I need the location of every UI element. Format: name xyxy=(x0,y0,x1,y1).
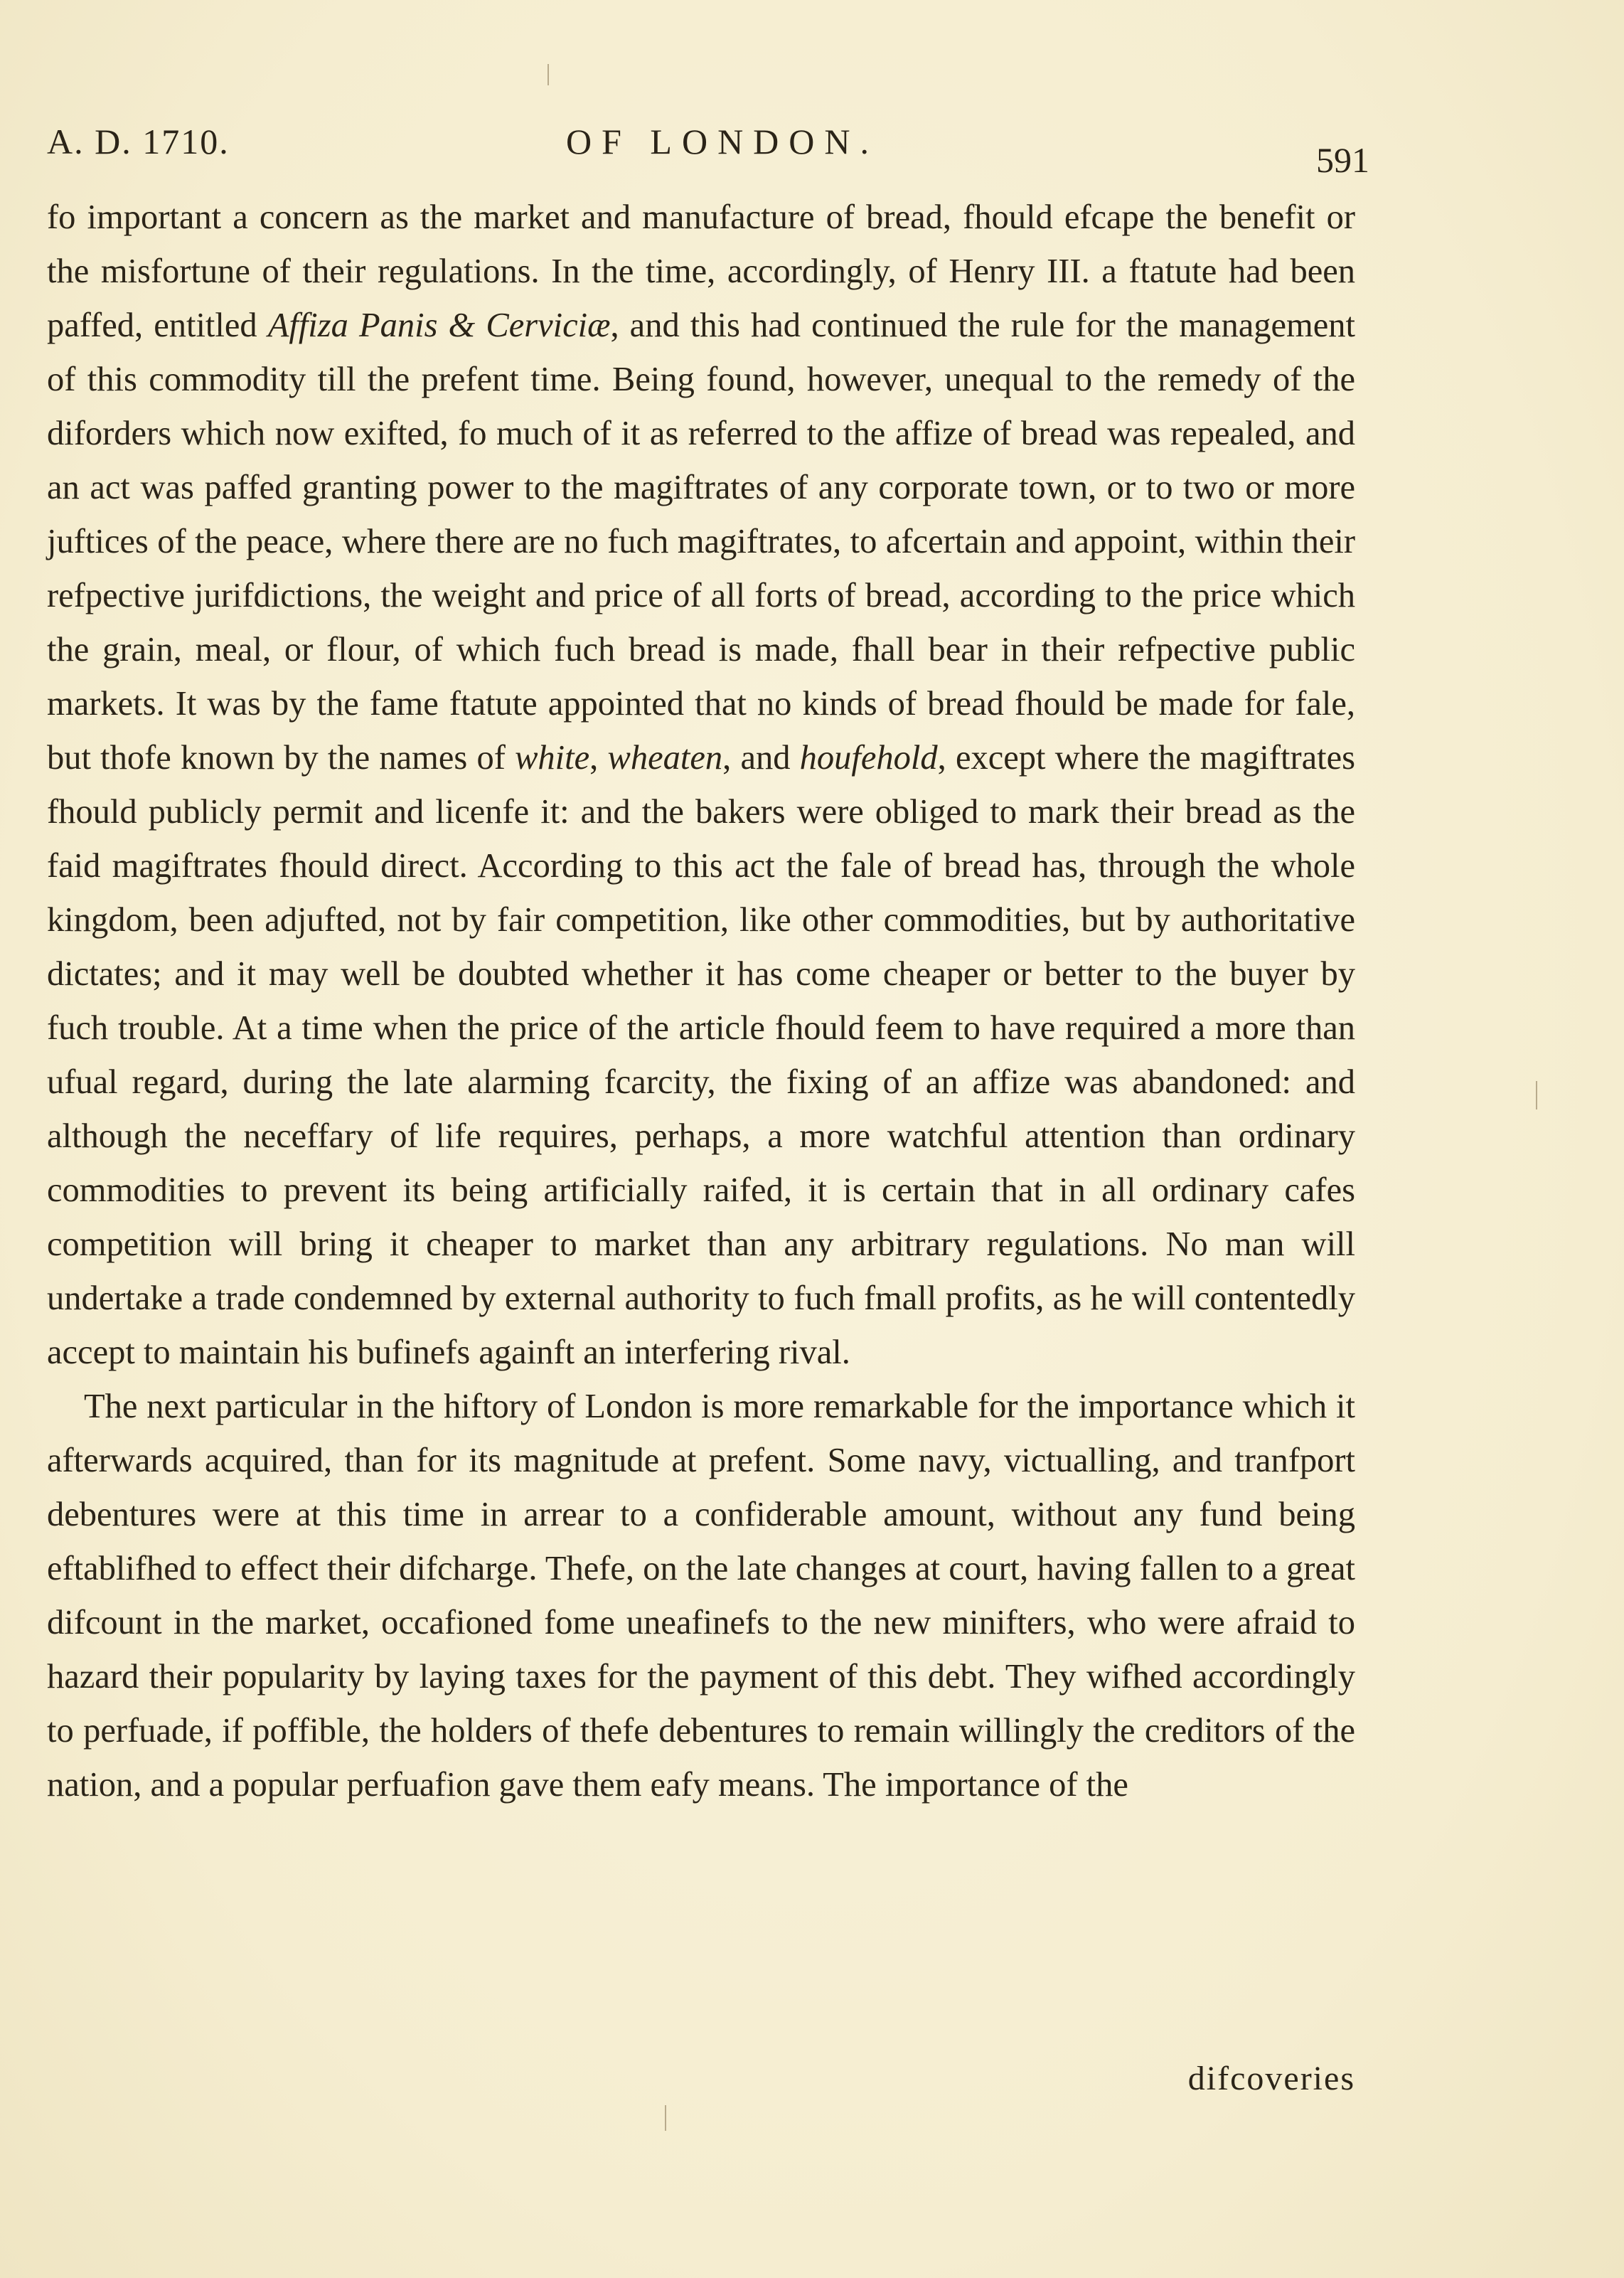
italic-latin-title: Affiza Panis & Cerviciæ xyxy=(267,307,611,344)
header-title: OF LONDON. xyxy=(566,122,879,161)
margin-mark xyxy=(665,2105,666,2131)
paragraph-1: fo important a concern as the market and manufacture of bread, fhould efcape the benefit or the misfortune of their regulations. In the time, accordingly, of Henry III. a ftatute had been paffed, entitled Affiza Panis & Cerviciæ, and this had continued the rule for the management of this commodity till the prefent time. Being found, however, unequal to the remedy of the diforders which now exifted, fo much of it as referred to the affize of bread was repealed, and an act was paffed granting power to the magiftrates of any corporate town, or to two or more juftices of the peace, where there are no fuch magiftrates, to afcertain and appoint, within their refpective jurifdictions, the weight and price of all forts of bread, according to the price which the grain, meal, or flour, of which fuch bread is made, fhall bear in their refpective public markets. It was by the fame ftatute appointed that no kinds of bread fhould be made for fale, but thofe known by the names of white, wheaten, and houfehold, except where the magiftrates fhould publicly permit and licenfe it: and the bakers were obliged to mark their bread as the faid magiftrates fhould direct. According to this act the fale of bread has, through the whole kingdom, been adjufted, not by fair competition, like other commodities, but by authoritative dictates; and it may well be doubted whether it has come cheaper or better to the buyer by fuch trouble. At a time when the price of the article fhould feem to have required a more than ufual regard, during the late alarming fcarcity, the fixing of an affize was abandoned: and although the neceffary of life requires, perhaps, a more watchful attention than ordinary commodities to prevent its being artificially raifed, it is certain that in all ordinary cafes competition will bring it cheaper to market than any arbitrary regulations. No man will undertake a trade condemned by external authority to fuch fmall profits, as he will contentedly accept to maintain his bufinefs againft an interfering rival. xyxy=(47,198,1355,1371)
italic-wheaten: wheaten xyxy=(607,739,723,777)
italic-white: white xyxy=(515,739,590,777)
margin-mark xyxy=(1536,1081,1537,1109)
catchword: difcoveries xyxy=(1187,2060,1355,2097)
paragraph-2: The next particular in the hiftory of London is more remarkable for the importance which it afterwards acquired, than for its magnitude at prefent. Some navy, victualling, and tranfport debentures were at this time in arrear to a confiderable amount, without any fund being eftablifhed to effect their difcharge. Thefe, on the late changes at court, having fallen to a great difcount in the market, occafioned fome uneafinefs to the new minifters, who were afraid to hazard their popularity by laying taxes for the payment of this debt. They wifhed accordingly to perfuade, if poffible, the holders of thefe debentures to remain willingly the creditors of the nation, and a popular perfuafion gave them eafy means. The importance of the xyxy=(47,1388,1355,1804)
page-number: 591 xyxy=(1316,140,1369,180)
body-text xyxy=(47,191,1355,1812)
margin-mark xyxy=(547,64,549,85)
italic-household: houfehold xyxy=(799,739,938,777)
header-year: A. D. 1710. xyxy=(47,122,230,161)
running-header xyxy=(47,114,1369,180)
